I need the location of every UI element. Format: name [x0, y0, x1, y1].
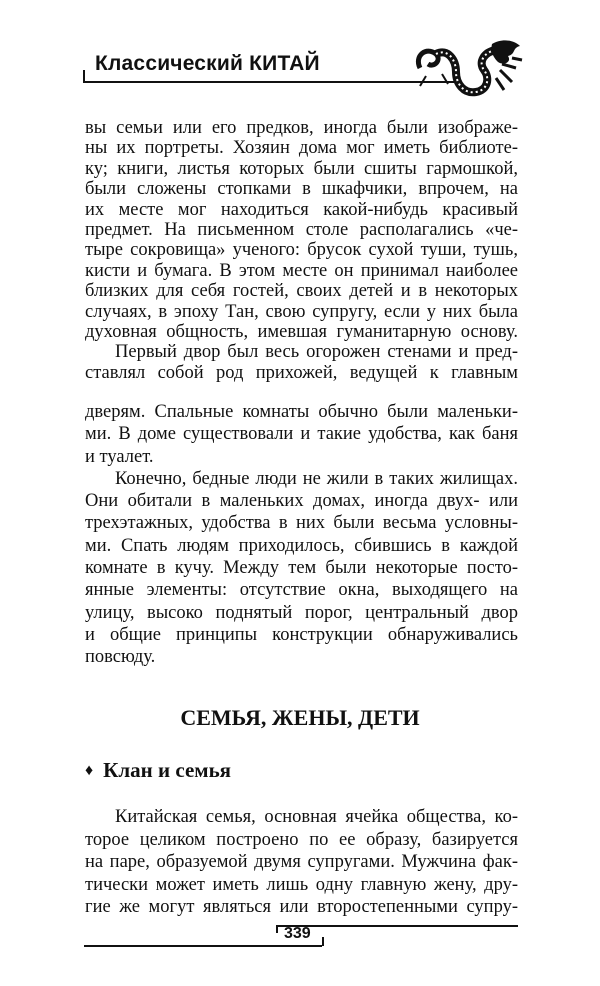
body-text-bottom — [85, 806, 518, 919]
text-line: близких для себя гостей, своих детей и в некоторых — [85, 281, 518, 302]
dragon-ornament-icon — [412, 38, 524, 100]
text-line: ми. В доме существовали и такие удобства, как баня — [85, 424, 518, 445]
text-line: улицу, высоко поднятый порог, центральный двор — [85, 602, 518, 623]
subsection-heading — [85, 758, 231, 783]
text-line: и туалет. — [85, 446, 154, 467]
text-line: Китайская семья, основная ячейка общества, ко- — [115, 807, 518, 827]
page-number: 339 — [284, 925, 311, 942]
text-line: предмет. На письменном столе располагались «че- — [85, 219, 518, 240]
text-line: ку; книги, листья которых были сшиты гармошкой, — [85, 158, 518, 179]
text-line: янные элементы: отсутствие окна, выходящего на — [85, 580, 518, 601]
text-line: ми. Спать людям приходилось, сбившись в каждой — [85, 535, 518, 556]
text-line: ставлял собой род прихожей, ведущей к главным — [85, 362, 518, 383]
header-rule — [83, 81, 458, 83]
text-line: трехэтажных, удобства в них были весьма условны- — [85, 513, 518, 534]
body-text-middle — [85, 401, 518, 669]
text-line: духовная общность, имевшая гуманитарную основу. — [85, 321, 518, 342]
body-text-top — [85, 118, 518, 383]
text-line: кисти и бумага. В этом месте он принимал наиболее — [85, 260, 518, 281]
text-line: тыре сокровища» ученого: брусок сухой туши, тушь, — [85, 240, 518, 261]
text-line: ны их портреты. Хозяин дома мог иметь библиоте- — [85, 138, 518, 159]
footer-rule-left — [84, 945, 322, 947]
text-line: и общие принципы конструкции обнаруживались — [85, 624, 518, 645]
subsection-title: Клан и семья — [103, 758, 232, 782]
text-line: Конечно, бедные люди не жили в таких жилищах. — [115, 468, 518, 489]
running-header-title: Классический КИТАЙ — [95, 52, 320, 75]
text-line: дверям. Спальные комнаты обычно были маленьки- — [85, 402, 518, 422]
footer-tick-left — [276, 925, 278, 933]
text-line: Первый двор был весь огорожен стенами и пред- — [115, 342, 518, 363]
text-line: повсюду. — [85, 647, 156, 668]
section-heading: СЕМЬЯ, ЖЕНЫ, ДЕТИ — [180, 705, 420, 730]
text-line: Они обитали в маленьких домах, иногда двух- или — [85, 491, 518, 512]
text-line: комнате в кучу. Между тем были некоторые посто- — [85, 558, 518, 579]
text-line: их месте мог находиться какой-нибудь красивый — [85, 199, 518, 220]
text-line: случаях, в эпоху Тан, свою супругу, если у них была — [85, 301, 518, 322]
text-line: тически может иметь лишь одну главную жену, дру- — [85, 874, 518, 895]
footer-tick-right — [322, 937, 324, 946]
text-line: на паре, образуемой двумя супругами. Мужчина фак- — [85, 852, 518, 873]
diamond-bullet-icon: ♦ — [85, 762, 94, 779]
text-line: торое целиком построено по ее образу, базируется — [85, 829, 518, 850]
footer-rule-right — [276, 925, 518, 927]
text-line: вы семьи или его предков, иногда были изображе- — [85, 118, 518, 138]
text-line: были сложены стопками в шкафчики, впрочем, на — [85, 179, 518, 200]
text-line: гие же могут являться или второстепенными супру- — [85, 897, 518, 918]
